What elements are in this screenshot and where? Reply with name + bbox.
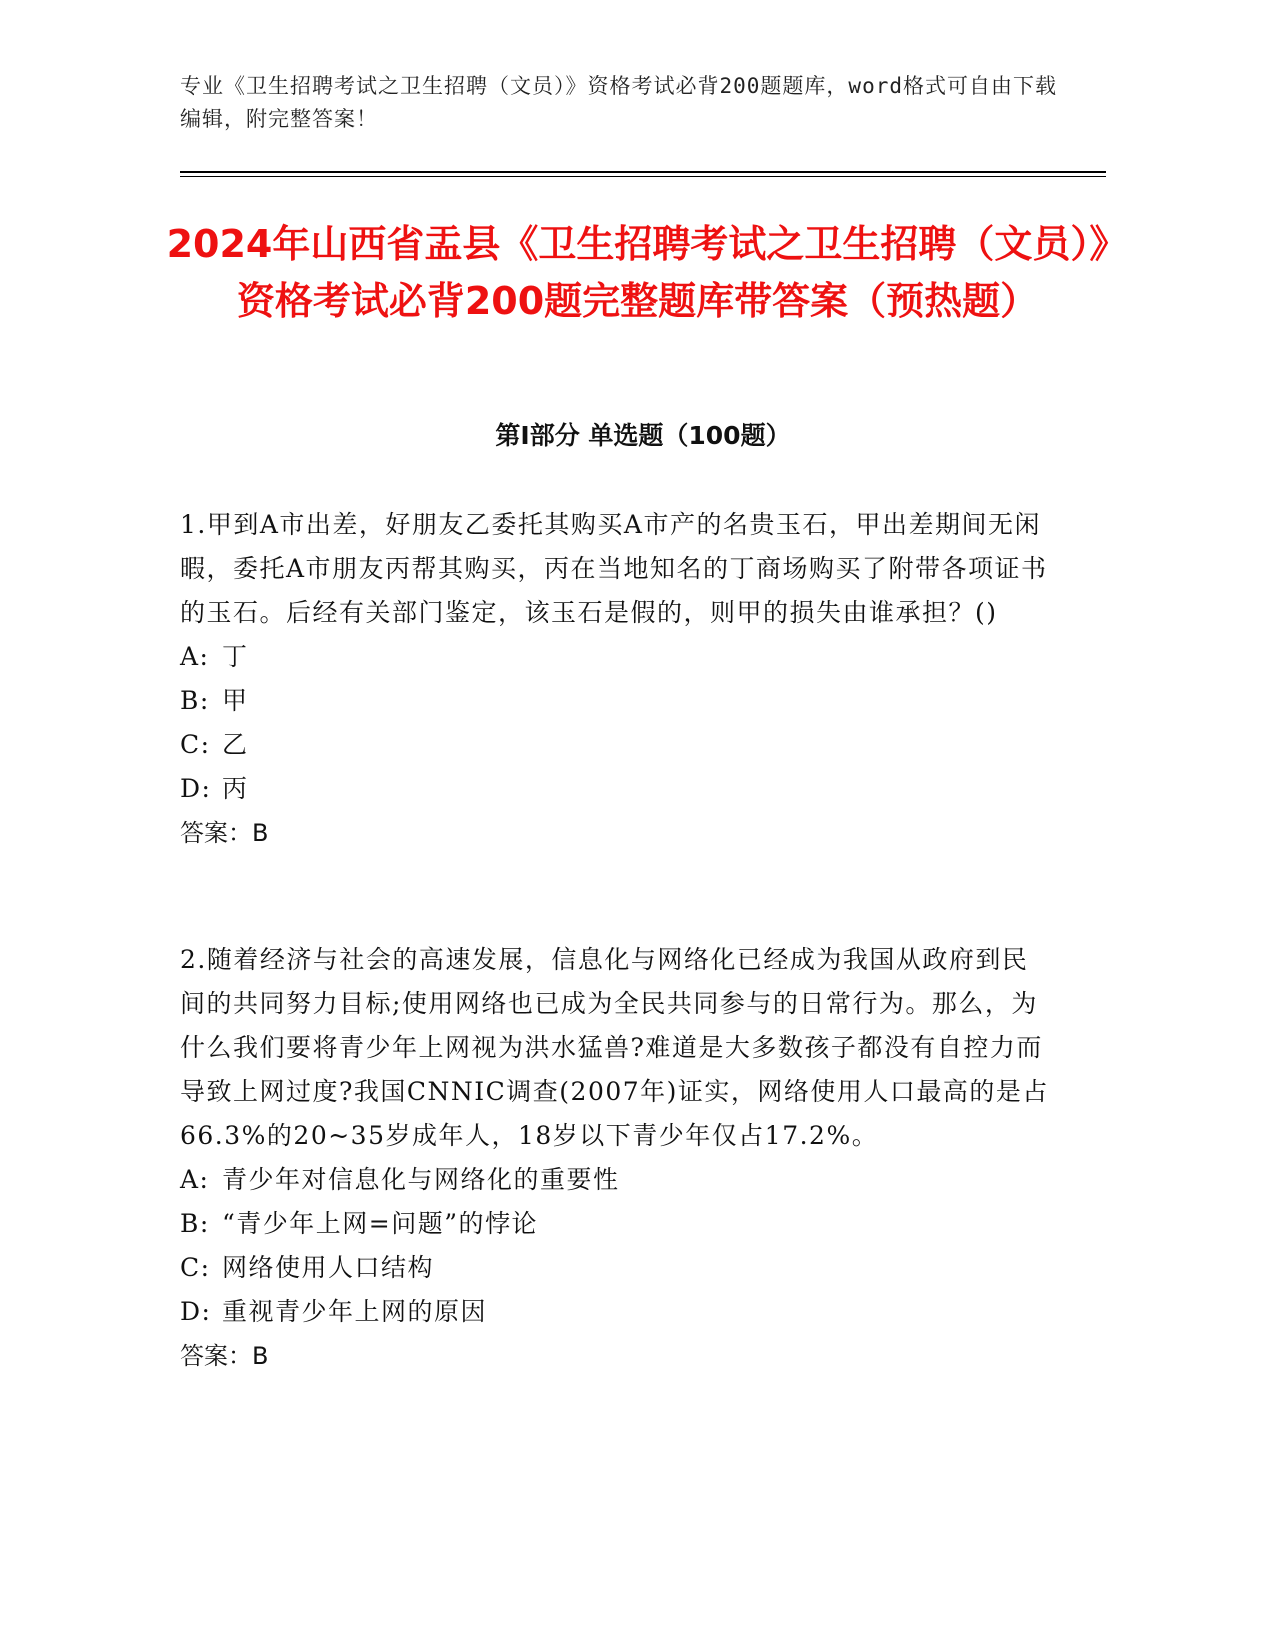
question-stem: 1.甲到A市出差，好朋友乙委托其购买A市产的名贵玉石，甲出差期间无闲暇，委托A市朋友丙帮其购买，丙在当地知名的丁商场购买了附带各项证书的玉石。后经有关部门鉴定，该玉石是假的，则甲的损失由谁承担？() <box>180 510 1048 627</box>
answer-line: 答案：B <box>180 819 269 847</box>
option-text: 甲 <box>222 686 249 715</box>
answer-line: 答案：B <box>180 1342 269 1370</box>
option-text: 青少年对信息化与网络化的重要性 <box>222 1165 620 1194</box>
option-letter: D: <box>180 774 212 803</box>
option-d <box>180 1290 1050 1334</box>
option-a <box>180 1158 1050 1202</box>
option-c <box>180 1246 1050 1290</box>
option-d <box>180 767 1050 811</box>
option-letter: A: <box>180 1165 210 1194</box>
document-title: 2024年山西省盂县《卫生招聘考试之卫生招聘（文员）》资格考试必背200题完整题库带答案（预热题） <box>166 222 1109 323</box>
option-letter: C: <box>180 730 211 759</box>
option-c <box>180 723 1050 767</box>
option-letter: C: <box>180 1253 211 1282</box>
question-2 <box>180 938 1050 1378</box>
option-text: “青少年上网=问题”的悖论 <box>222 1209 539 1238</box>
option-letter: D: <box>180 1297 212 1326</box>
option-text: 丙 <box>222 774 249 803</box>
header-divider-thin <box>180 176 1106 177</box>
question-stem: 2.随着经济与社会的高速发展，信息化与网络化已经成为我国从政府到民间的共同努力目标;使用网络也已成为全民共同参与的日常行为。那么，为什么我们要将青少年上网视为洪水猛兽?难道是大多数孩子都没有自控力而导致上网过度?我国CNNIC调查(2007年)证实，网络使用人口最高的是占66.3%的20~35岁成年人，18岁以下青少年仅占17.2%。 <box>180 945 1049 1150</box>
option-text: 丁 <box>222 642 249 671</box>
option-letter: B: <box>180 686 210 715</box>
question-1 <box>180 503 1050 855</box>
option-text: 网络使用人口结构 <box>222 1253 435 1282</box>
option-b <box>180 1202 1050 1246</box>
header-note: 专业《卫生招聘考试之卫生招聘（文员）》资格考试必背200题题库，word格式可自由下载编辑，附完整答案！ <box>180 74 1057 131</box>
option-text: 重视青少年上网的原因 <box>222 1297 488 1326</box>
option-a <box>180 635 1050 679</box>
option-b <box>180 679 1050 723</box>
option-letter: A: <box>180 642 210 671</box>
header-divider-thick <box>180 171 1106 173</box>
section-heading: 第Ⅰ部分 单选题（100题） <box>495 421 791 450</box>
option-letter: B: <box>180 1209 210 1238</box>
option-text: 乙 <box>222 730 249 759</box>
